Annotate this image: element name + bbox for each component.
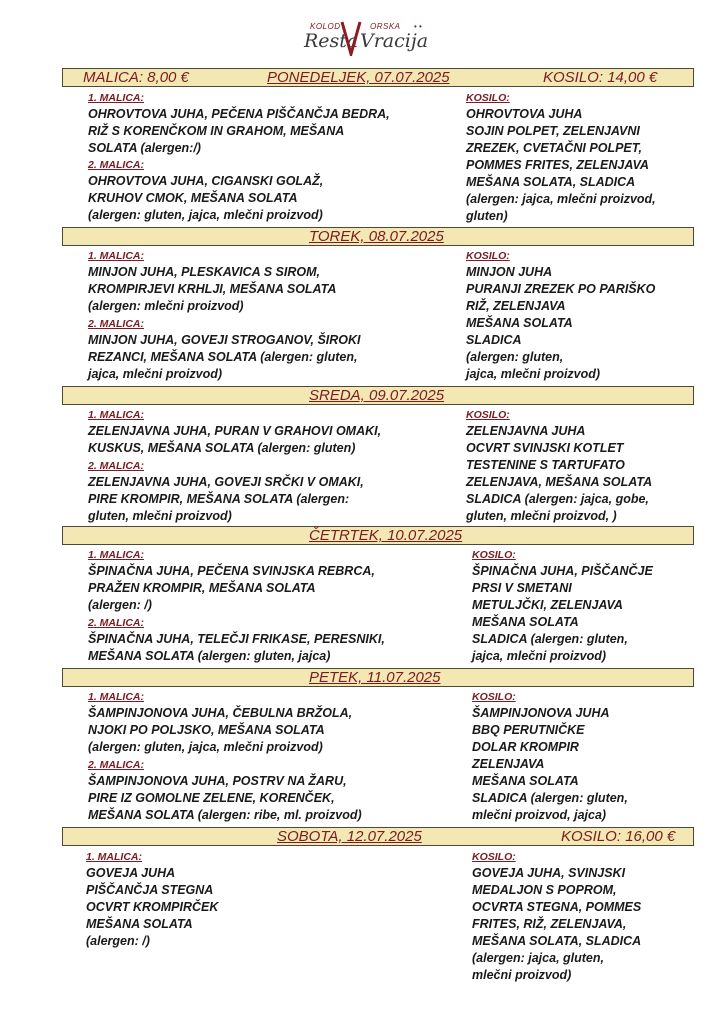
malica-1-monday [88, 90, 448, 157]
malica-1-label: 1. MALICA: [88, 92, 144, 104]
day-title: ČETRTEK, 10.07.2025 [309, 527, 463, 544]
kosilo-price: KOSILO: 14,00 € [543, 69, 658, 86]
malica-1-label: 1. MALICA: [88, 691, 144, 703]
kosilo-text: ŠPINAČNA JUHA, PIŠČANČJE PRSI V SMETANI METULJČKI, ZELENJAVA MEŠANA SOLATA SLADICA (alergen: gluten, jajca, mlečni proizvod) [472, 564, 653, 663]
malica-2-monday [88, 157, 448, 224]
malica-2-label: 2. MALICA: [88, 460, 144, 472]
kosilo-price: KOSILO: 16,00 € [561, 828, 676, 845]
malica-1-saturday [86, 849, 446, 950]
malica-2-thursday [88, 615, 448, 665]
kosilo-friday [472, 689, 696, 824]
day-title: TOREK, 08.07.2025 [309, 228, 444, 245]
logo-v-mark [340, 20, 362, 56]
logo-dots: • • [414, 22, 422, 31]
kosilo-label: KOSILO: [472, 691, 516, 703]
malica-1-text: OHROVTOVA JUHA, PEČENA PIŠČANČJA BEDRA, RIŽ S KORENČKOM IN GRAHOM, MEŠANA SOLATA (alergen:/) [88, 107, 390, 155]
malica-1-label: 1. MALICA: [86, 851, 142, 863]
kosilo-label: KOSILO: [472, 549, 516, 561]
kosilo-text: ŠAMPINJONOVA JUHA BBQ PERUTNIČKE DOLAR KROMPIR ZELENJAVA MEŠANA SOLATA SLADICA (alergen: gluten, mlečni proizvod, jajca) [472, 706, 628, 822]
malica-2-wednesday [88, 458, 448, 525]
malica-1-wednesday [88, 407, 448, 457]
malica-1-friday [88, 689, 448, 756]
malica-2-label: 2. MALICA: [88, 159, 144, 171]
day-header-tuesday [62, 227, 694, 246]
kosilo-label: KOSILO: [466, 409, 510, 421]
malica-2-label: 2. MALICA: [88, 617, 144, 629]
malica-1-label: 1. MALICA: [88, 409, 144, 421]
malica-2-friday [88, 757, 448, 824]
logo-kolod: KOLOD [310, 22, 341, 31]
malica-2-text: ZELENJAVNA JUHA, GOVEJI SRČKI V OMAKI, PIRE KROMPIR, MEŠANA SOLATA (alergen: gluten, mlečni proizvod) [88, 475, 364, 523]
kosilo-text: MINJON JUHA PURANJI ZREZEK PO PARIŠKO RIŽ, ZELENJAVA MEŠANA SOLATA SLADICA (alergen: gluten, jajca, mlečni proizvod) [466, 265, 656, 381]
kosilo-text: OHROVTOVA JUHA SOJIN POLPET, ZELENJAVNI ZREZEK, CVETAČNI POLPET, POMMES FRITES, ZELENJAVA MEŠANA SOLATA, SLADICA (alergen: jajca, mlečni proizvod, gluten) [466, 107, 656, 223]
kosilo-text: GOVEJA JUHA, SVINJSKI MEDALJON S POPROM, OCVRTA STEGNA, POMMES FRITES, RIŽ, ZELENJAVA, MEŠANA SOLATA, SLADICA (alergen: jajca, gluten, mlečni proizvod) [472, 866, 642, 982]
kosilo-label: KOSILO: [466, 250, 510, 262]
malica-2-text: OHROVTOVA JUHA, CIGANSKI GOLAŽ, KRUHOV CMOK, MEŠANA SOLATA (alergen: gluten, jajca, mlečni proizvod) [88, 174, 324, 222]
kosilo-saturday [472, 849, 696, 984]
kosilo-thursday [472, 547, 696, 665]
logo-resta: Resta [304, 30, 359, 52]
logo-vracija: Vracija [360, 30, 429, 52]
malica-2-tuesday [88, 316, 448, 383]
logo-orska: ORSKA [370, 22, 401, 31]
day-header-thursday [62, 526, 694, 545]
day-title: SREDA, 09.07.2025 [309, 387, 445, 404]
malica-1-label: 1. MALICA: [88, 250, 144, 262]
malica-1-text: ZELENJAVNA JUHA, PURAN V GRAHOVI OMAKI, KUSKUS, MEŠANA SOLATA (alergen: gluten) [88, 424, 382, 455]
day-header-monday [62, 68, 694, 87]
kosilo-monday [466, 90, 696, 225]
restaurant-logo [300, 16, 440, 60]
kosilo-tuesday [466, 248, 696, 383]
malica-2-label: 2. MALICA: [88, 318, 144, 330]
day-title: PETEK, 11.07.2025 [309, 669, 441, 686]
day-header-saturday [62, 827, 694, 846]
day-title: PONEDELJEK, 07.07.2025 [267, 69, 450, 86]
malica-2-text: ŠPINAČNA JUHA, TELEČJI FRIKASE, PERESNIKI, MEŠANA SOLATA (alergen: gluten, jajca) [88, 632, 385, 663]
malica-1-tuesday [88, 248, 448, 315]
day-header-wednesday [62, 386, 694, 405]
malica-1-text: ŠPINAČNA JUHA, PEČENA SVINJSKA REBRCA, PRAŽEN KROMPIR, MEŠANA SOLATA (alergen: /) [88, 564, 375, 612]
malica-1-thursday [88, 547, 448, 614]
malica-price: MALICA: 8,00 € [83, 69, 189, 86]
malica-2-text: MINJON JUHA, GOVEJI STROGANOV, ŠIROKI REZANCI, MEŠANA SOLATA (alergen: gluten, jajca, mlečni proizvod) [88, 333, 361, 381]
malica-1-text: GOVEJA JUHA PIŠČANČJA STEGNA OCVRT KROMPIRČEK MEŠANA SOLATA (alergen: /) [86, 866, 219, 948]
kosilo-wednesday [466, 407, 696, 525]
malica-1-text: ŠAMPINJONOVA JUHA, ČEBULNA BRŽOLA, NJOKI PO POLJSKO, MEŠANA SOLATA (alergen: gluten, jajca, mlečni proizvod) [88, 706, 353, 754]
malica-1-label: 1. MALICA: [88, 549, 144, 561]
day-title: SOBOTA, 12.07.2025 [277, 828, 422, 845]
kosilo-text: ZELENJAVNA JUHA OCVRT SVINJSKI KOTLET TESTENINE S TARTUFATO ZELENJAVA, MEŠANA SOLATA SLADICA (alergen: jajca, gobe, gluten, mlečni proizvod, ) [466, 424, 653, 523]
malica-2-text: ŠAMPINJONOVA JUHA, POSTRV NA ŽARU, PIRE IZ GOMOLNE ZELENE, KORENČEK, MEŠANA SOLATA (alergen: ribe, ml. proizvod) [88, 774, 362, 822]
day-header-friday [62, 668, 694, 687]
malica-1-text: MINJON JUHA, PLESKAVICA S SIROM, KROMPIRJEVI KRHLJI, MEŠANA SOLATA (alergen: mlečni proizvod) [88, 265, 337, 313]
kosilo-label: KOSILO: [472, 851, 516, 863]
kosilo-label: KOSILO: [466, 92, 510, 104]
malica-2-label: 2. MALICA: [88, 759, 144, 771]
